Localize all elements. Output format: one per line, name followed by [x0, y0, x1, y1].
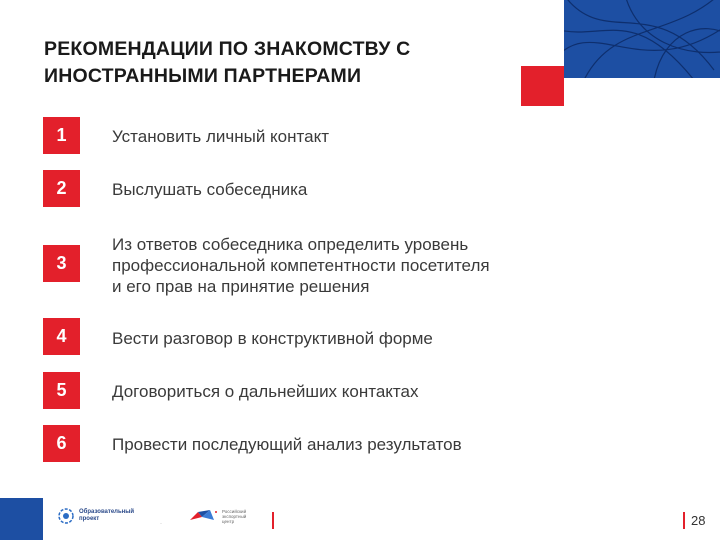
- item-number-badge: 3: [43, 245, 80, 282]
- item-number-badge: 1: [43, 117, 80, 154]
- item-text: Договориться о дальнейших контактах: [112, 382, 419, 401]
- title-line-2: ИНОСТРАННЫМИ ПАРТНЕРАМИ: [44, 65, 362, 87]
- decorative-red-square: [521, 66, 564, 106]
- footer-blue-block: [0, 498, 43, 540]
- globe-icon: [58, 508, 74, 524]
- item-text-line: Из ответов собеседника определить уровень: [112, 235, 469, 254]
- logo-text-line: Российский: [222, 508, 247, 514]
- logo-text-line: экспортный: [222, 513, 247, 519]
- small-dot: ·: [160, 521, 162, 527]
- education-project-logo: [58, 508, 135, 524]
- export-center-logo: [188, 508, 252, 524]
- logo-text-line: Образовательный: [79, 509, 135, 515]
- item-text: Установить личный контакт: [112, 127, 329, 146]
- page-number: 28: [691, 513, 706, 528]
- export-center-icon: [188, 508, 218, 524]
- footer-divider: [272, 512, 274, 529]
- item-text: Вести разговор в конструктивной форме: [112, 329, 433, 348]
- page-number-divider: [683, 512, 685, 529]
- logo-text-line: центр: [222, 518, 235, 524]
- decorative-blue-pattern: [564, 0, 720, 78]
- item-text: Выслушать собеседника: [112, 180, 308, 199]
- item-number-badge: 4: [43, 318, 80, 355]
- item-number-badge: 5: [43, 372, 80, 409]
- item-number-badge: 6: [43, 425, 80, 462]
- title-line-1: РЕКОМЕНДАЦИИ ПО ЗНАКОМСТВУ С: [44, 38, 411, 60]
- item-text-multiline: [112, 234, 572, 297]
- item-number-badge: 2: [43, 170, 80, 207]
- item-text-line: и его прав на принятие решения: [112, 277, 370, 296]
- slide-title: [44, 36, 514, 90]
- item-text: Провести последующий анализ результатов: [112, 435, 462, 454]
- item-text-line: профессиональной компетентности посетителя: [112, 256, 490, 275]
- logo-text-line: проект: [79, 516, 100, 522]
